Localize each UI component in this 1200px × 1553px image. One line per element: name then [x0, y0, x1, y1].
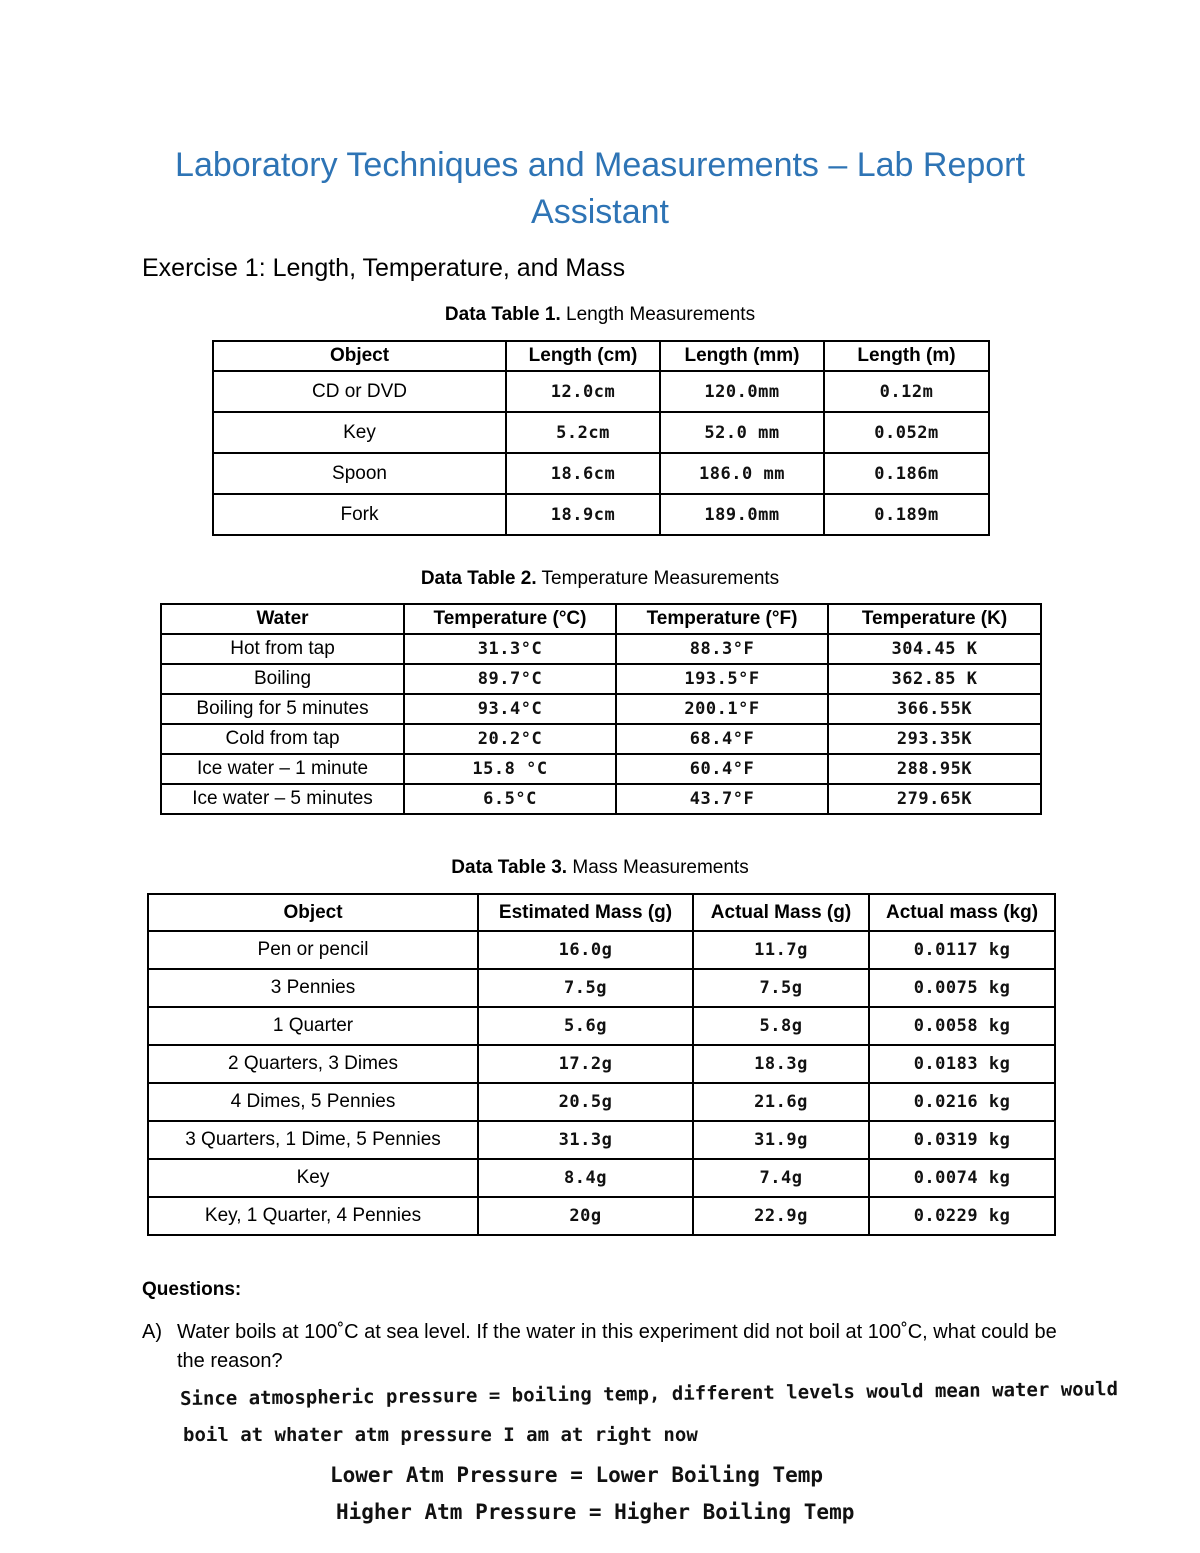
page-title — [0, 142, 1200, 236]
handwritten-value-cell: 279.65K — [828, 784, 1041, 814]
row-label-cell: Fork — [213, 494, 506, 535]
handwritten-value-cell: 0.052m — [824, 412, 989, 453]
questions-heading: Questions: — [142, 1279, 242, 1300]
column-header: Object — [213, 341, 506, 371]
handwritten-value-cell: 22.9g — [693, 1197, 869, 1235]
handwritten-value-cell: 89.7°C — [404, 664, 616, 694]
handwritten-value-cell: 15.8 °C — [404, 754, 616, 784]
handwritten-value-cell: 362.85 K — [828, 664, 1041, 694]
row-label-cell: Key — [148, 1159, 478, 1197]
temperature-table — [160, 603, 1042, 815]
handwritten-value-cell: 120.0mm — [660, 371, 824, 412]
answer-line-3: Lower Atm Pressure = Lower Boiling Temp — [330, 1463, 824, 1487]
handwritten-value-cell: 0.0319 kg — [869, 1121, 1055, 1159]
row-label-cell: 1 Quarter — [148, 1007, 478, 1045]
column-header: Object — [148, 894, 478, 931]
mass-table — [147, 893, 1056, 1236]
table-header-row — [148, 894, 1055, 931]
handwritten-value-cell: 16.0g — [478, 931, 693, 969]
handwritten-value-cell: 20g — [478, 1197, 693, 1235]
table1-caption-label: Data Table 1. — [444, 304, 561, 325]
handwritten-value-cell: 21.6g — [693, 1083, 869, 1121]
handwritten-value-cell: 7.5g — [693, 969, 869, 1007]
handwritten-value-cell: 0.0117 kg — [869, 931, 1055, 969]
handwritten-value-cell: 0.0183 kg — [869, 1045, 1055, 1083]
table-row — [161, 634, 1041, 664]
table-row — [148, 1083, 1055, 1121]
row-label-cell: 3 Quarters, 1 Dime, 5 Pennies — [148, 1121, 478, 1159]
column-header: Water — [161, 604, 404, 634]
handwritten-value-cell: 200.1°F — [616, 694, 828, 724]
handwritten-value-cell: 20.2°C — [404, 724, 616, 754]
handwritten-value-cell: 17.2g — [478, 1045, 693, 1083]
handwritten-value-cell: 31.9g — [693, 1121, 869, 1159]
answer-line-2: boil at whater atm pressure I am at right now — [183, 1424, 698, 1446]
row-label-cell: Boiling for 5 minutes — [161, 694, 404, 724]
table-row — [213, 494, 989, 535]
table-header-row — [161, 604, 1041, 634]
handwritten-value-cell: 0.0058 kg — [869, 1007, 1055, 1045]
handwritten-value-cell: 366.55K — [828, 694, 1041, 724]
table-row — [148, 1007, 1055, 1045]
table2-caption-text: Temperature Measurements — [536, 568, 780, 589]
row-label-cell: 2 Quarters, 3 Dimes — [148, 1045, 478, 1083]
row-label-cell: Key — [213, 412, 506, 453]
table-row — [148, 931, 1055, 969]
handwritten-value-cell: 0.186m — [824, 453, 989, 494]
table-row — [148, 1121, 1055, 1159]
page-title-line-2: Assistant — [531, 193, 669, 231]
column-header: Temperature (°C) — [404, 604, 616, 634]
handwritten-value-cell: 18.3g — [693, 1045, 869, 1083]
table-row — [148, 1045, 1055, 1083]
handwritten-value-cell: 20.5g — [478, 1083, 693, 1121]
table-row — [148, 1159, 1055, 1197]
table1-caption-text: Length Measurements — [560, 304, 756, 325]
handwritten-value-cell: 52.0 mm — [660, 412, 824, 453]
table-row — [213, 453, 989, 494]
table-row — [161, 724, 1041, 754]
handwritten-value-cell: 31.3g — [478, 1121, 693, 1159]
handwritten-value-cell: 11.7g — [693, 931, 869, 969]
handwritten-value-cell: 68.4°F — [616, 724, 828, 754]
handwritten-value-cell: 6.5°C — [404, 784, 616, 814]
handwritten-value-cell: 0.0216 kg — [869, 1083, 1055, 1121]
handwritten-value-cell: 5.6g — [478, 1007, 693, 1045]
handwritten-value-cell: 8.4g — [478, 1159, 693, 1197]
table-row — [213, 412, 989, 453]
table2-caption-label: Data Table 2. — [420, 568, 537, 589]
answer-line-1: Since atmospheric pressure = boiling temp, different levels would mean water would — [179, 1378, 1119, 1410]
row-label-cell: Spoon — [213, 453, 506, 494]
handwritten-value-cell: 7.4g — [693, 1159, 869, 1197]
row-label-cell: Key, 1 Quarter, 4 Pennies — [148, 1197, 478, 1235]
row-label-cell: Boiling — [161, 664, 404, 694]
column-header: Length (m) — [824, 341, 989, 371]
handwritten-value-cell: 0.12m — [824, 371, 989, 412]
handwritten-value-cell: 31.3°C — [404, 634, 616, 664]
question-a — [142, 1318, 1062, 1376]
handwritten-value-cell: 0.0074 kg — [869, 1159, 1055, 1197]
handwritten-value-cell: 93.4°C — [404, 694, 616, 724]
handwritten-value-cell: 60.4°F — [616, 754, 828, 784]
handwritten-value-cell: 5.2cm — [506, 412, 660, 453]
column-header: Length (mm) — [660, 341, 824, 371]
table-row — [148, 1197, 1055, 1235]
table2-caption — [0, 567, 1200, 591]
table-row — [161, 784, 1041, 814]
column-header: Actual Mass (g) — [693, 894, 869, 931]
row-label-cell: Cold from tap — [161, 724, 404, 754]
table-row — [161, 694, 1041, 724]
table3-caption-text: Mass Measurements — [567, 857, 749, 878]
table-row — [161, 664, 1041, 694]
handwritten-value-cell: 186.0 mm — [660, 453, 824, 494]
handwritten-value-cell: 0.0075 kg — [869, 969, 1055, 1007]
handwritten-value-cell: 18.6cm — [506, 453, 660, 494]
handwritten-value-cell: 5.8g — [693, 1007, 869, 1045]
row-label-cell: CD or DVD — [213, 371, 506, 412]
handwritten-value-cell: 88.3°F — [616, 634, 828, 664]
column-header: Temperature (°F) — [616, 604, 828, 634]
table-row — [213, 371, 989, 412]
table-row — [148, 969, 1055, 1007]
row-label-cell: 4 Dimes, 5 Pennies — [148, 1083, 478, 1121]
answer-line-4: Higher Atm Pressure = Higher Boiling Temp — [336, 1500, 855, 1524]
table1-caption — [0, 303, 1200, 327]
row-label-cell: Ice water – 5 minutes — [161, 784, 404, 814]
column-header: Temperature (K) — [828, 604, 1041, 634]
handwritten-value-cell: 288.95K — [828, 754, 1041, 784]
handwritten-value-cell: 293.35K — [828, 724, 1041, 754]
row-label-cell: 3 Pennies — [148, 969, 478, 1007]
table-header-row — [213, 341, 989, 371]
question-a-letter: A) — [142, 1321, 162, 1343]
table3-caption-label: Data Table 3. — [451, 857, 568, 878]
question-a-text: Water boils at 100˚C at sea level. If the water in this experiment did not boil at 100˚C, what could be the reason? — [177, 1321, 1057, 1372]
handwritten-value-cell: 189.0mm — [660, 494, 824, 535]
handwritten-value-cell: 7.5g — [478, 969, 693, 1007]
table3-caption — [0, 856, 1200, 880]
handwritten-value-cell: 0.0229 kg — [869, 1197, 1055, 1235]
handwritten-value-cell: 304.45 K — [828, 634, 1041, 664]
exercise-heading: Exercise 1: Length, Temperature, and Mass — [142, 254, 626, 282]
column-header: Estimated Mass (g) — [478, 894, 693, 931]
table-row — [161, 754, 1041, 784]
row-label-cell: Pen or pencil — [148, 931, 478, 969]
handwritten-value-cell: 12.0cm — [506, 371, 660, 412]
length-table — [212, 340, 990, 536]
column-header: Length (cm) — [506, 341, 660, 371]
row-label-cell: Ice water – 1 minute — [161, 754, 404, 784]
handwritten-value-cell: 193.5°F — [616, 664, 828, 694]
row-label-cell: Hot from tap — [161, 634, 404, 664]
handwritten-value-cell: 0.189m — [824, 494, 989, 535]
page-title-line-1: Laboratory Techniques and Measurements – Lab Report — [175, 146, 1025, 184]
handwritten-value-cell: 18.9cm — [506, 494, 660, 535]
column-header: Actual mass (kg) — [869, 894, 1055, 931]
handwritten-value-cell: 43.7°F — [616, 784, 828, 814]
